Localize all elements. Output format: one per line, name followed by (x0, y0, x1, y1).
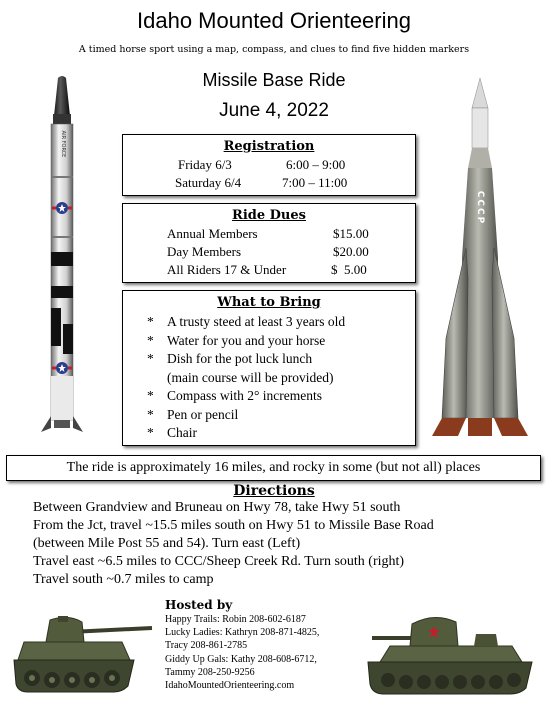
asterisk-icon: * (147, 351, 154, 366)
list-item: * Chair (147, 424, 345, 443)
event-date: June 4, 2022 (219, 100, 329, 121)
host-line: Happy Trails: Robin 208-602-6187 (165, 614, 306, 625)
list-item: * Compass with 2° increments (147, 387, 345, 406)
soviet-tank-image (362, 612, 538, 696)
vostok-rocket-image (428, 78, 532, 440)
right-rocket-label: CCCP (475, 190, 485, 226)
dues-price: $20.00 (333, 244, 369, 259)
directions-heading: Directions (233, 483, 315, 499)
website-link[interactable]: IdahoMountedOrienteering.com (165, 680, 295, 692)
sherman-tank-image (10, 612, 156, 694)
host-line: Giddy Up Gals: Kathy 208-608-6712, (165, 653, 317, 665)
ride-dues-heading: Ride Dues (232, 208, 306, 223)
registration-heading: Registration (223, 139, 315, 154)
left-rocket-label: AIR FORCE (60, 130, 66, 158)
dues-price: $15.00 (333, 226, 369, 241)
host-line: Tracy 208-861-2785 (165, 640, 248, 652)
hosted-heading: Hosted by (165, 598, 233, 612)
host-line: Lucky Ladies: Kathryn 208-871-4825, (165, 627, 320, 639)
dues-price: $ 5.00 (331, 262, 367, 277)
dues-label: Annual Members (167, 226, 258, 241)
direction-line: From the Jct, travel ~15.5 miles south on Hwy 51 to Missile Base Road (33, 518, 434, 533)
direction-line: Travel east ~6.5 miles to CCC/Sheep Creek Rd. Turn south (right) (33, 554, 405, 569)
bring-list (147, 313, 345, 443)
registration-time: 7:00 – 11:00 (282, 175, 348, 190)
titan-missile-image (36, 76, 98, 432)
asterisk-icon: * (147, 388, 154, 403)
registration-day: Friday 6/3 (178, 157, 232, 172)
host-contacts (165, 613, 319, 692)
host-line: Tammy 208-250-9256 (165, 666, 255, 678)
asterisk-icon: * (147, 314, 154, 329)
registration-time: 6:00 – 9:00 (286, 157, 346, 172)
flyer-subtitle: A timed horse sport using a map, compass, and clues to find five hidden markers (78, 44, 470, 55)
list-item-note: (main course will be provided) (167, 369, 334, 385)
list-item: * Water for you and your horse (147, 332, 345, 351)
what-to-bring-box (122, 290, 416, 446)
ride-notice: The ride is approximately 16 miles, and rocky in some (but not all) places (6, 455, 541, 481)
flyer-title: Idaho Mounted Orienteering (137, 8, 411, 33)
list-item: * Pen or pencil (147, 406, 345, 425)
what-to-bring-heading: What to Bring (217, 295, 321, 310)
ride-dues-box (122, 203, 416, 283)
list-item: * A trusty steed at least 3 years old (147, 313, 345, 332)
asterisk-icon: * (147, 332, 154, 348)
direction-line: Between Grandview and Bruneau on Hwy 78, take Hwy 51 south (33, 500, 401, 515)
asterisk-icon: * (147, 425, 154, 440)
registration-day: Saturday 6/4 (175, 175, 242, 190)
asterisk-icon: * (147, 406, 154, 422)
event-name: Missile Base Ride (202, 70, 346, 90)
dues-label: All Riders 17 & Under (167, 262, 287, 277)
registration-box (122, 134, 416, 196)
direction-line: Travel south ~0.7 miles to camp (33, 572, 214, 587)
direction-line: (between Mile Post 55 and 54). Turn east (Left) (33, 536, 301, 551)
dues-label: Day Members (167, 244, 242, 259)
list-item: * Dish for the pot luck lunch (147, 350, 345, 369)
